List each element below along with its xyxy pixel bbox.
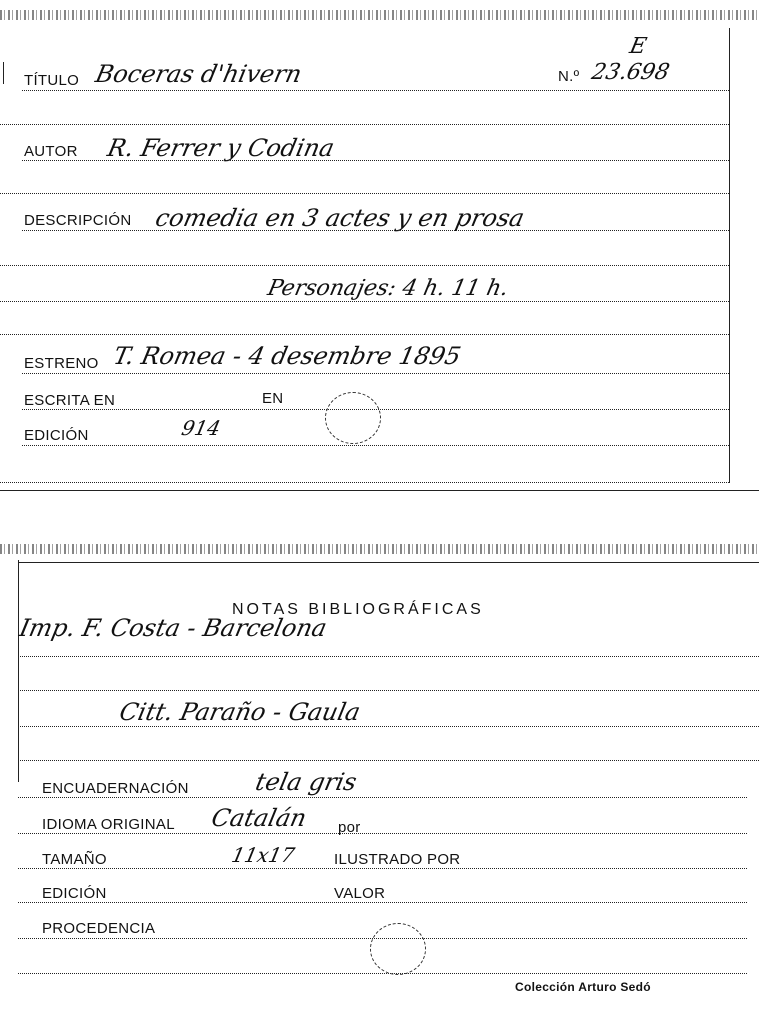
tamano-line [18, 868, 747, 869]
escrita-label: ESCRITA EN [24, 392, 116, 409]
perforation-stamp [325, 392, 381, 444]
nota-imprenta: Imp. F. Costa - Barcelona [17, 614, 330, 642]
encuadernacion-line [18, 797, 747, 798]
catalog-card-top [0, 0, 759, 495]
idioma-line [18, 833, 747, 834]
descripcion-value: comedia en 3 actes y en prosa [153, 204, 527, 232]
notas-line [18, 656, 759, 657]
encuadernacion-value: tela gris [253, 768, 360, 796]
edicion-label: EDICIÓN [24, 427, 89, 444]
catalog-card-bottom [0, 540, 759, 1028]
personajes-line [0, 301, 729, 302]
edicion-line [22, 445, 729, 446]
notas-line [18, 760, 759, 761]
en-label: EN [262, 390, 284, 407]
descripcion-line [22, 230, 729, 231]
idioma-label: IDIOMA ORIGINAL [42, 816, 175, 833]
blank-line [0, 334, 729, 335]
edicion2-line [18, 902, 747, 903]
titulo-label: TÍTULO [24, 72, 80, 89]
idioma-value: Catalán [209, 804, 310, 832]
descripcion-label: DESCRIPCIÓN [24, 212, 132, 229]
card-top-rule [18, 562, 759, 563]
nota-editorial: Citt. Paraño - Gaula [117, 698, 363, 726]
personajes-value: Personajes: 4 h. 11 h. [265, 276, 511, 301]
encuadernacion-label: ENCUADERNACIÓN [42, 780, 189, 797]
ilustrado-label: ILUSTRADO POR [334, 851, 461, 868]
perforation-stamp [370, 923, 426, 975]
autor-value: R. Ferrer y Codina [105, 134, 337, 162]
numero-value: 23.698 [589, 60, 672, 85]
valor-label: VALOR [334, 885, 386, 902]
coleccion-credit: Colección Arturo Sedó [515, 980, 651, 994]
notas-line [18, 690, 759, 691]
blank-line [0, 482, 729, 483]
card-right-border [729, 28, 730, 483]
estreno-label: ESTRENO [24, 355, 99, 372]
blank-line [0, 124, 729, 125]
edicion-value: 914 [179, 416, 223, 440]
tamano-label: TAMAÑO [42, 851, 107, 868]
titulo-line [22, 90, 729, 91]
blank-line [18, 973, 747, 974]
card-left-border [18, 560, 19, 782]
card-left-mark [3, 62, 4, 84]
notas-line [18, 726, 759, 727]
estreno-line [22, 373, 729, 374]
card-bottom-border [0, 490, 759, 491]
autor-line [22, 160, 729, 161]
blank-line [0, 265, 729, 266]
autor-label: AUTOR [24, 143, 78, 160]
numero-mark: E [627, 34, 649, 59]
procedencia-label: PROCEDENCIA [42, 920, 156, 937]
card-top-edge [0, 10, 759, 20]
por-label: por [338, 819, 361, 836]
estreno-value: T. Romea - 4 desembre 1895 [111, 342, 464, 370]
blank-line [0, 193, 729, 194]
titulo-value: Boceras d'hivern [93, 60, 305, 88]
tamano-value: 11x17 [229, 843, 297, 867]
edicion2-label: EDICIÓN [42, 885, 107, 902]
numero-label: N.º [558, 68, 580, 85]
notas-heading: NOTAS BIBLIOGRÁFICAS [232, 601, 484, 618]
card-bottom-top-edge [0, 544, 759, 554]
